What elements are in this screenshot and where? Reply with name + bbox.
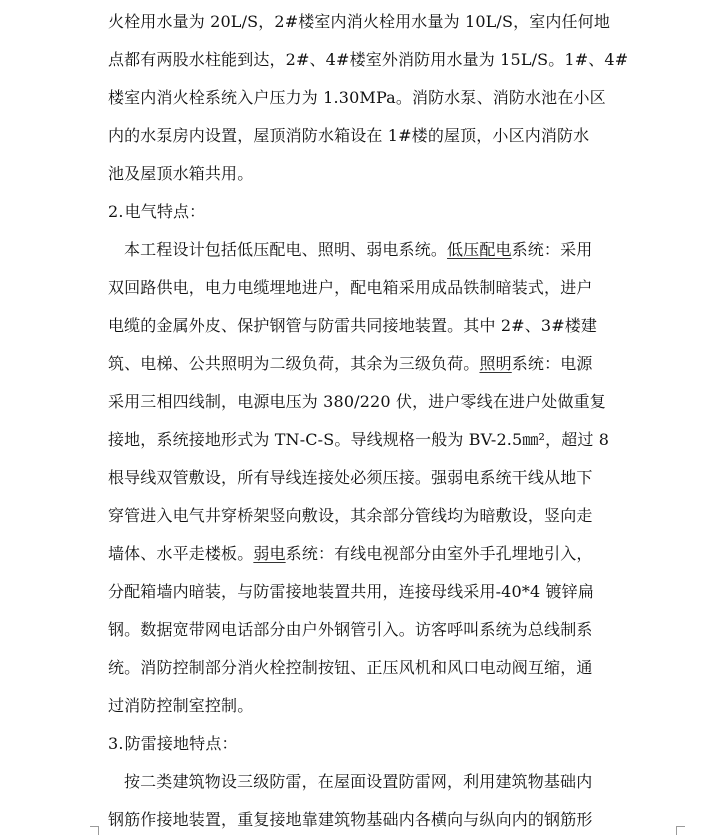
text-run: 系统：电源 bbox=[511, 354, 593, 373]
underlined-term-weak-current: 弱电 bbox=[253, 544, 286, 563]
electrical-line-5: 采用三相四线制，电源电压为 380/220 伏，进户零线在进户处做重复 bbox=[108, 392, 606, 411]
margin-corner-mark-right bbox=[676, 826, 685, 835]
text-run: 筑、电梯、公共照明为二级负荷，其余为三级负荷。 bbox=[108, 354, 480, 373]
electrical-line-2: 双回路供电，电力电缆埋地进户，配电箱采用成品铁制暗装式，进户 bbox=[108, 278, 593, 297]
electrical-line-3: 电缆的金属外皮、保护钢管与防雷共同接地装置。其中 2#、3#楼建 bbox=[108, 316, 598, 335]
paragraph-line-3: 楼室内消火栓系统入户压力为 1.30MPa。消防水泵、消防水池在小区 bbox=[108, 88, 606, 107]
electrical-line-9 bbox=[108, 544, 608, 564]
electrical-line-10: 分配箱墙内暗装，与防雷接地装置共用，连接母线采用-40*4 镀锌扁 bbox=[108, 582, 594, 601]
margin-corner-mark-left bbox=[90, 826, 99, 835]
electrical-line-8: 穿管进入电气井穿桥架竖向敷设，其余部分管线均为暗敷设，竖向走 bbox=[108, 506, 593, 525]
paragraph-line-4: 内的水泵房内设置，屋顶消防水箱设在 1#楼的屋顶，小区内消防水 bbox=[108, 126, 590, 145]
underlined-term-lighting: 照明 bbox=[479, 354, 512, 373]
section-title: 防雷接地特点： bbox=[124, 734, 238, 753]
electrical-line-6: 接地，系统接地形式为 TN-C-S。导线规格一般为 BV-2.5㎜²，超过 8 bbox=[108, 430, 610, 449]
electrical-line-4 bbox=[108, 354, 608, 374]
paragraph-line-1: 火栓用水量为 20L/S，2#楼室内消火栓用水量为 10L/S，室内任何地 bbox=[108, 12, 610, 31]
section-heading-electrical bbox=[108, 202, 608, 222]
electrical-line-1 bbox=[124, 240, 624, 260]
section-heading-lightning bbox=[108, 734, 608, 754]
text-run: 系统：有线电视部分由室外手孔埋地引入， bbox=[285, 544, 593, 563]
section-number: 2. bbox=[108, 202, 124, 221]
lightning-line-2: 钢筋作接地装置，重复接地靠建筑物基础内各横向与纵向内的钢筋形 bbox=[108, 810, 593, 829]
paragraph-line-2: 点都有两股水柱能到达，2#、4#楼室外消防用水量为 15L/S。1#、4# bbox=[108, 50, 629, 69]
electrical-line-13: 过消防控制室控制。 bbox=[108, 696, 254, 715]
paragraph-line-5: 池及屋顶水箱共用。 bbox=[108, 164, 254, 183]
electrical-line-12: 统。消防控制部分消火栓控制按钮、正压风机和风口电动阀互缩，通 bbox=[108, 658, 593, 677]
text-run: 系统：采用 bbox=[511, 240, 593, 259]
electrical-line-7: 根导线双管敷设，所有导线连接处必须压接。强弱电系统干线从地下 bbox=[108, 468, 593, 487]
text-run: 墙体、水平走楼板。 bbox=[108, 544, 254, 563]
underlined-term-low-voltage: 低压配电 bbox=[447, 240, 512, 259]
lightning-line-1: 按二类建筑物设三级防雷，在屋面设置防雷网，利用建筑物基础内 bbox=[124, 772, 593, 791]
section-number: 3. bbox=[108, 734, 124, 753]
electrical-line-11: 钢。数据宽带网电话部分由户外钢管引入。访客呼叫系统为总线制系 bbox=[108, 620, 593, 639]
section-title: 电气特点： bbox=[124, 202, 206, 221]
text-run: 本工程设计包括低压配电、照明、弱电系统。 bbox=[124, 240, 448, 259]
